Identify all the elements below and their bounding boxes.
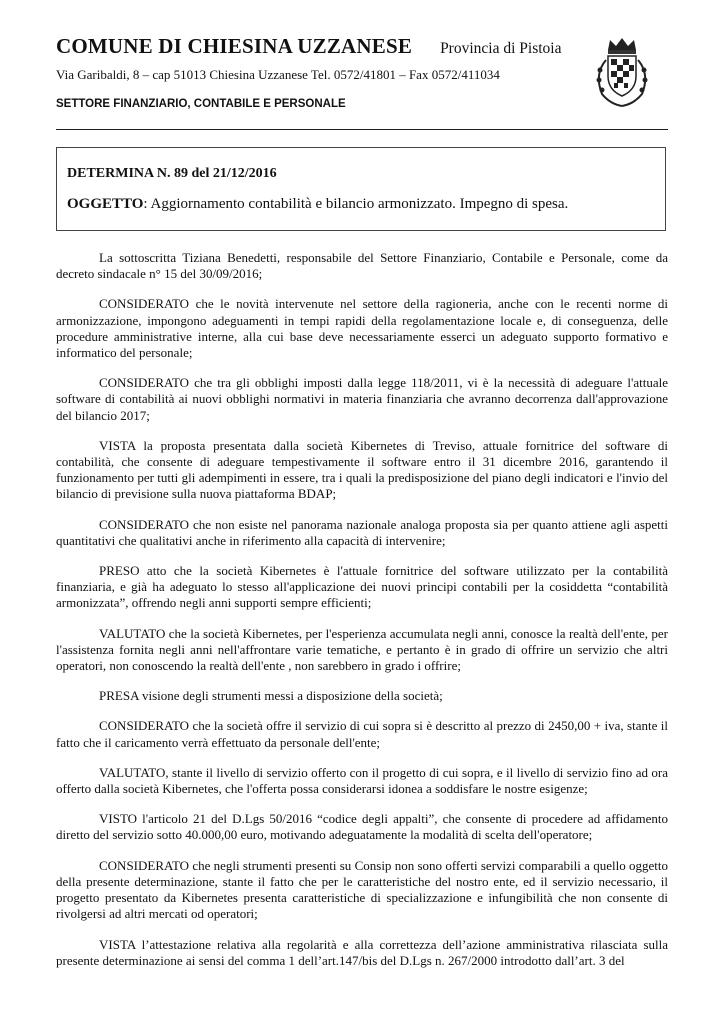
municipal-coat-of-arms-icon	[586, 36, 658, 112]
paragraph: VISTA la proposta presentata dalla società Kibernetes di Treviso, attuale fornitrice del software di contabilità, che consente di adeguare tempestivamente il software entro il 31 dicembre 2016, garantendo il funzionamento per tutti gli adempimenti in essere, tra i quali la predisposizione del piano degli indicatori e l'invio del bilancio di previsione sulla nuova piattaforma BDAP;	[56, 437, 668, 502]
settore-name: SETTORE FINANZIARIO, CONTABILE E PERSONALE	[56, 98, 346, 110]
header-divider	[56, 129, 668, 130]
determina-oggetto	[67, 196, 655, 213]
paragraph: CONSIDERATO che le novità intervenute nel settore della ragioneria, anche con le recenti norme di armonizzazione, impongono adeguamenti in tempi rapidi della regolamentazione locale e, di conseguenza, delle procedure amministrative interne, alla cui base deve necessariamente esserci un adeguato supporto formativo e informatico del personale;	[56, 296, 668, 361]
provincia-name: Provincia di Pistoia	[440, 40, 562, 57]
determina-number: DETERMINA N. 89 del 21/12/2016	[67, 166, 277, 181]
letterhead-title-row	[56, 34, 596, 59]
letterhead	[56, 34, 596, 110]
oggetto-label: OGGETTO	[67, 196, 144, 212]
comune-address: Via Garibaldi, 8 – cap 51013 Chiesina Uzzanese Tel. 0572/41801 – Fax 0572/411034	[56, 67, 500, 82]
paragraph: VISTA l’attestazione relativa alla regolarità e alla correttezza dell’azione amministrativa rilasciata sulla presente determinazione ai sensi del comma 1 dell’art.147/bis del D.Lgs n. 267/2000 introdotto dall’art. 3 del	[56, 936, 668, 968]
paragraph: CONSIDERATO che la società offre il servizio di cui sopra si è descritto al prezzo di 2450,00 + iva, stante il fatto che il caricamento verrà effettuato da personale dell'ente;	[56, 718, 668, 750]
paragraph: VALUTATO, stante il livello di servizio offerto con il progetto di cui sopra, e il livello di servizio fino ad ora offerto dalla società Kibernetes, che l'offerta possa considerarsi idonea a soddisfare le nostre esigenze;	[56, 764, 668, 797]
oggetto-text: : Aggiornamento contabilità e bilancio armonizzato. Impegno di spesa.	[143, 196, 569, 212]
determina-box	[56, 147, 666, 231]
paragraph: CONSIDERATO che negli strumenti presenti su Consip non sono offerti servizi comparabili a quello oggetto della presente determinazione, stante il fatto che per le caratteristiche del nostro ente, ed il servizio necessario, il progetto presentato da Kibernetes presenta caratteristiche di specializzazione e infungibilità che non consente di rivolgersi ad altri mercati od operatori;	[56, 857, 668, 922]
paragraph: PRESO atto che la società Kibernetes è l'attuale fornitrice del software utilizzato per la contabilità finanziaria, e già ha adeguato lo stesso all'applicazione dei nuovi principi contabili per la cosiddetta “contabilità armonizzata”, offrendo negli anni supporti sempre efficienti;	[56, 563, 668, 611]
paragraph: PRESA visione degli strumenti messi a disposizione della società;	[99, 688, 443, 704]
paragraph: CONSIDERATO che tra gli obblighi imposti dalla legge 118/2011, vi è la necessità di adeguare l'attuale software di contabilità ai nuovi obblighi normativi in materia finanziaria che avranno decorrenza dall'approvazione del bilancio 2017;	[56, 375, 668, 423]
document-body	[56, 250, 668, 983]
comune-name: COMUNE DI CHIESINA UZZANESE	[56, 34, 413, 58]
paragraph: VISTO l'articolo 21 del D.Lgs 50/2016 “codice degli appalti”, che consente di procedere ad affidamento diretto del servizio sotto 40.000,00 euro, motivando adeguatamente la modalità di scelta dell'operatore;	[56, 811, 668, 843]
paragraph: La sottoscritta Tiziana Benedetti, responsabile del Settore Finanziario, Contabile e Personale, come da decreto sindacale n° 15 del 30/09/2016;	[56, 250, 668, 282]
paragraph: VALUTATO che la società Kibernetes, per l'esperienza accumulata negli anni, conosce la realtà dell'ente, per l'assistenza fornita negli anni nell'affrontare varie tematiche, e pertanto è in grado di offrire un servizio che altri operatori, non conoscendo la realtà dell'ente , non sarebbero in grado i offrire;	[56, 625, 668, 674]
paragraph: CONSIDERATO che non esiste nel panorama nazionale analoga proposta sia per quanto attiene agli aspetti quantitativi che qualitativi anche in riferimento alla capacità di intervenire;	[56, 516, 668, 548]
